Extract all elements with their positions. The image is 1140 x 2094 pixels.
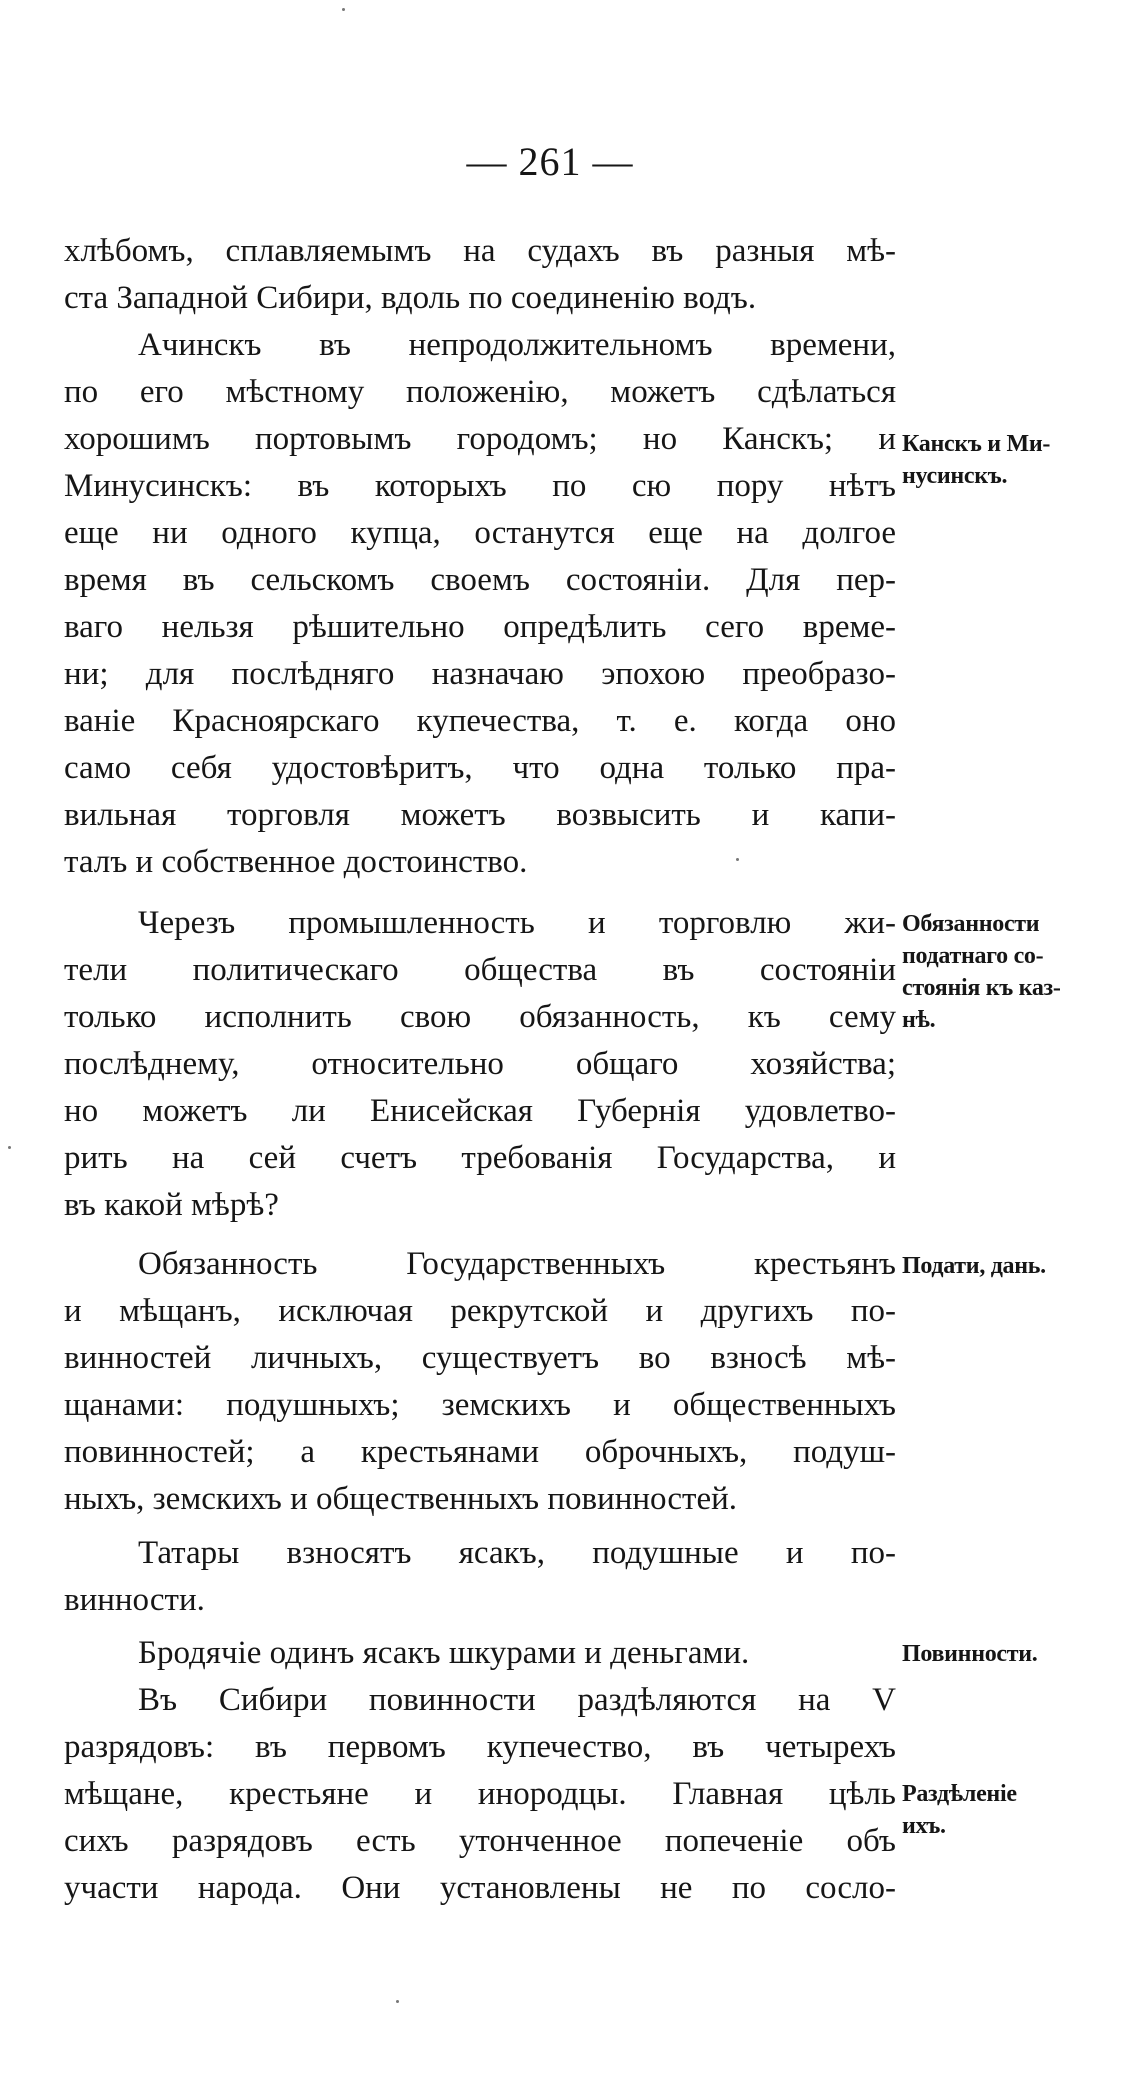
text-line: хорошимъ портовымъ городомъ; но Канскъ; и xyxy=(64,421,896,457)
margin-note: Обязанности xyxy=(902,911,1040,937)
text-line: рить на сей счетъ требованія Государства, и xyxy=(64,1140,896,1176)
text-line: еще ни одного купца, останутся еще на долгое xyxy=(64,515,896,551)
margin-note: Канскъ и Ми- xyxy=(902,431,1051,457)
text-line: ста Западной Сибири, вдоль по соединенію водъ. xyxy=(64,280,757,316)
margin-note: нѣ. xyxy=(902,1007,936,1033)
text-line: Бродячіе одинъ ясакъ шкурами и деньгами. xyxy=(138,1635,750,1671)
text-line: Минусинскъ: въ которыхъ по сю пору нѣтъ xyxy=(64,468,896,504)
margin-note: Повинности. xyxy=(902,1641,1038,1667)
text-line: талъ и собственное достоинство. xyxy=(64,844,528,880)
text-line: только исполнить свою обязанность, къ сему xyxy=(64,999,896,1035)
text-line: хлѣбомъ, сплавляемымъ на судахъ въ разныя мѣ- xyxy=(64,233,896,269)
text-line: но можетъ ли Енисейская Губернія удовлетво- xyxy=(64,1093,896,1129)
text-line: ваго нельзя рѣшительно опредѣлить сего време- xyxy=(64,609,896,645)
text-line: Ачинскъ въ непродолжительномъ времени, xyxy=(138,327,896,363)
text-line: само себя удостовѣритъ, что одна только пра- xyxy=(64,750,896,786)
text-line: мѣщане, крестьяне и инородцы. Главная цѣль xyxy=(64,1776,896,1812)
text-line: участи народа. Они установлены не по сосло- xyxy=(64,1870,896,1906)
page-number: — 261 — xyxy=(466,139,634,184)
margin-note: Подати, дань. xyxy=(902,1253,1046,1279)
text-line: ныхъ, земскихъ и общественныхъ повинностей. xyxy=(64,1481,738,1517)
text-line: Обязанность Государственныхъ крестьянъ xyxy=(138,1246,896,1282)
margin-note: нусинскъ. xyxy=(902,463,1008,489)
speck-mark xyxy=(342,8,345,11)
margin-note: стоянія къ каз- xyxy=(902,975,1061,1001)
text-line: ваніе Красноярскаго купечества, т. е. когда оно xyxy=(64,703,896,739)
text-line: въ какой мѣрѣ? xyxy=(64,1187,279,1223)
text-line: винности. xyxy=(64,1582,205,1618)
text-line: повинностей; а крестьянами оброчныхъ, подуш- xyxy=(64,1434,896,1470)
text-line: Черезъ промышленность и торговлю жи- xyxy=(138,905,896,941)
text-line: вильная торговля можетъ возвысить и капи- xyxy=(64,797,896,833)
text-line: и мѣщанъ, исключая рекрутской и другихъ по- xyxy=(64,1293,896,1329)
text-line: время въ сельскомъ своемъ состояніи. Для пер- xyxy=(64,562,896,598)
text-line: Татары взносятъ ясакъ, подушные и по- xyxy=(138,1535,896,1571)
speck-mark xyxy=(396,2000,399,2003)
text-line: послѣднему, относительно общаго хозяйства; xyxy=(64,1046,896,1082)
margin-note: податнаго со- xyxy=(902,943,1044,969)
text-line: по его мѣстному положенію, можетъ сдѣлаться xyxy=(64,374,896,410)
text-line: Въ Сибири повинности раздѣляются на V xyxy=(138,1682,896,1718)
margin-note: Раздѣленіе xyxy=(902,1781,1017,1807)
text-line: разрядовъ: въ первомъ купечество, въ четырехъ xyxy=(64,1729,896,1765)
margin-note: ихъ. xyxy=(902,1813,946,1839)
speck-mark xyxy=(736,858,739,861)
text-line: тели политическаго общества въ состояніи xyxy=(64,952,896,988)
text-line: винностей личныхъ, существуетъ во взносѣ мѣ- xyxy=(64,1340,896,1376)
text-line: щанами: подушныхъ; земскихъ и общественныхъ xyxy=(64,1387,896,1423)
text-line: сихъ разрядовъ есть утонченное попеченіе объ xyxy=(64,1823,896,1859)
speck-mark xyxy=(8,1146,11,1149)
text-line: ни; для послѣдняго назначаю эпохою преобразо- xyxy=(64,656,896,692)
